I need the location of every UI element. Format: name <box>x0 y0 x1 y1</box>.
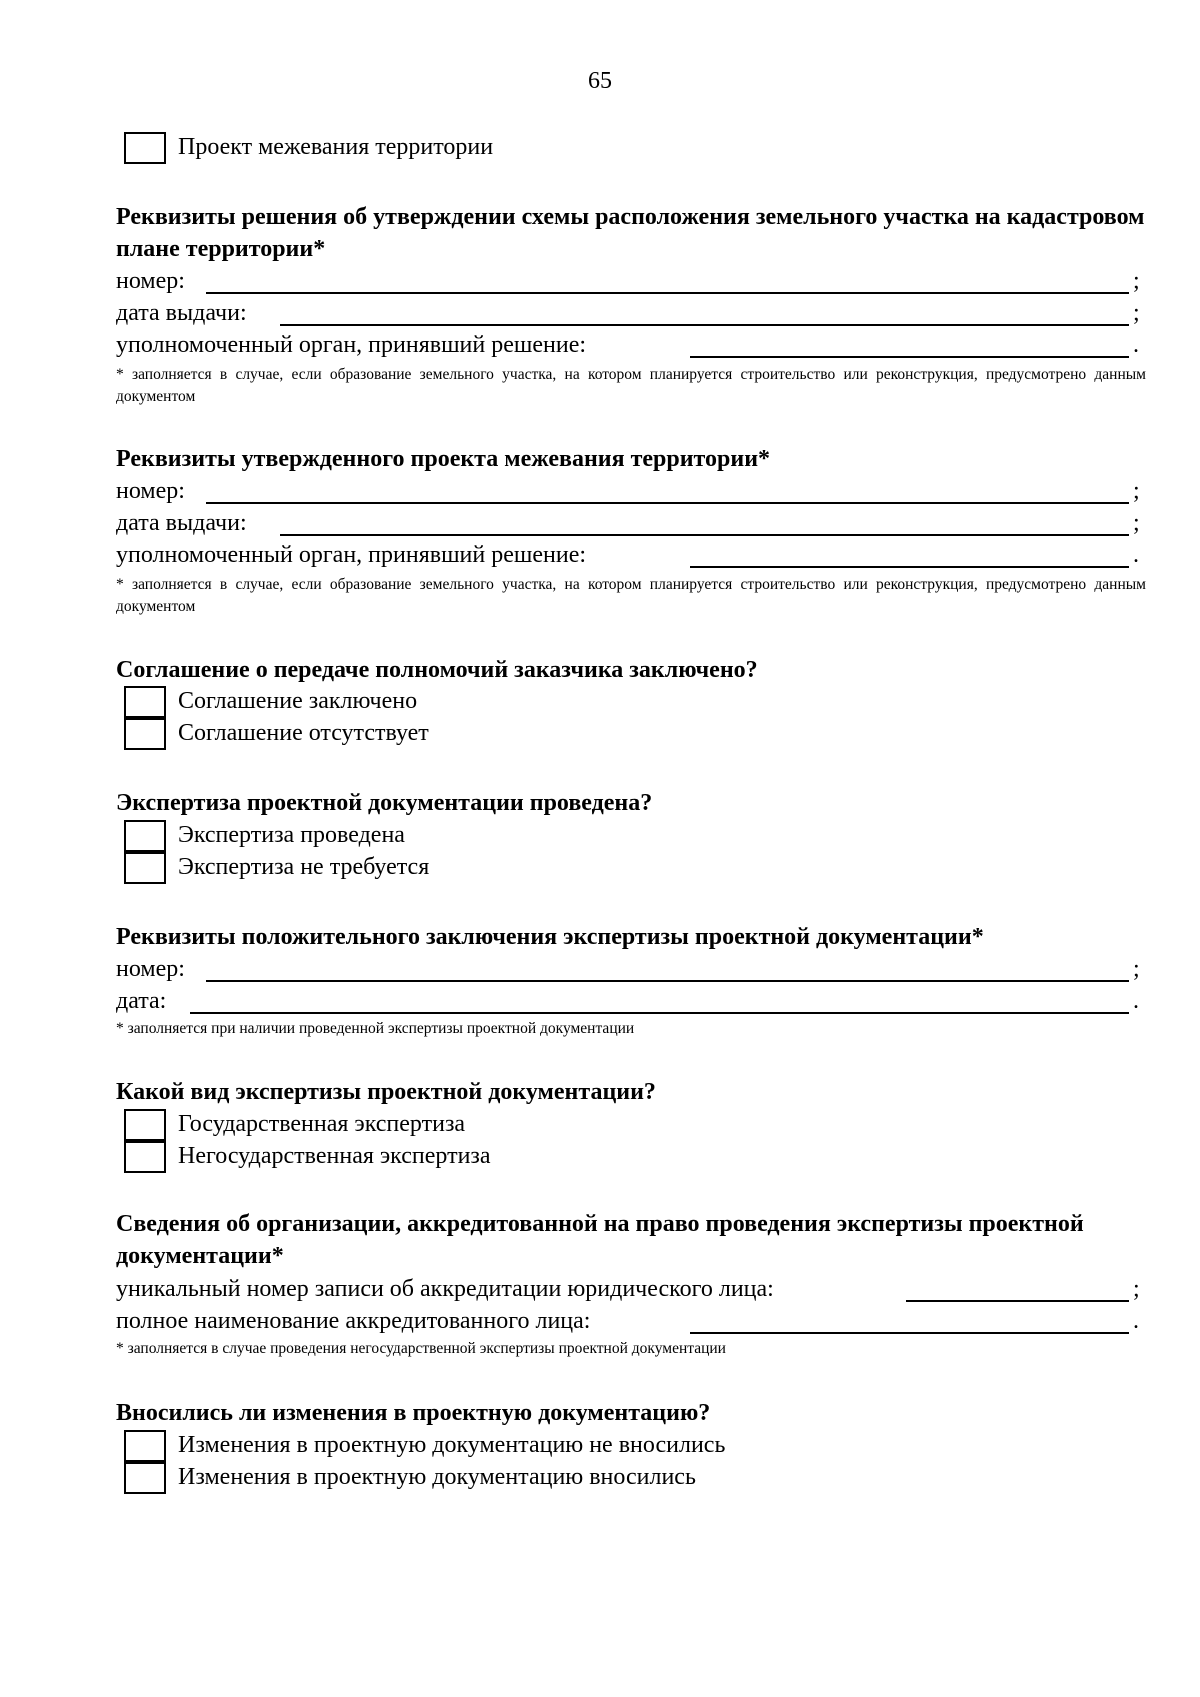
agreement-concluded-label: Соглашение заключено <box>178 688 418 714</box>
non-state-expertise-checkbox[interactable] <box>124 1141 166 1173</box>
section1-number-field[interactable] <box>206 292 1129 294</box>
section7-name-period: . <box>1133 1308 1139 1334</box>
section2-date-semicolon: ; <box>1133 510 1140 536</box>
section2-note: * заполняется в случае, если образование земельного участка, на котором планируется строительство или реконструкция, предусмотрено данным документом <box>116 576 1146 615</box>
expertise-not-required-label: Экспертиза не требуется <box>178 854 430 880</box>
section1-authority-label: уполномоченный орган, принявший решение: <box>116 332 587 358</box>
expertise-not-required-checkbox[interactable] <box>124 852 166 884</box>
section7-record-label: уникальный номер записи об аккредитации юридического лица: <box>116 1276 774 1302</box>
section7-heading: Сведения об организации, аккредитованной на право проведения экспертизы проектной документации* <box>116 1211 1084 1269</box>
section1-heading: Реквизиты решения об утверждении схемы расположения земельного участка на кадастровом плане территории* <box>116 204 1145 262</box>
section2-authority-field[interactable] <box>690 566 1129 568</box>
section1-date-semicolon: ; <box>1133 300 1140 326</box>
section1-number-label: номер: <box>116 268 185 294</box>
section1-number-semicolon: ; <box>1133 268 1140 294</box>
changes-made-label: Изменения в проектную документацию вносились <box>178 1464 696 1490</box>
section4-heading: Экспертиза проектной документации проведена? <box>116 790 653 816</box>
section8-heading: Вносились ли изменения в проектную документацию? <box>116 1400 711 1426</box>
section2-number-label: номер: <box>116 478 185 504</box>
section1-authority-period: . <box>1133 332 1139 358</box>
territory-survey-label: Проект межевания территории <box>178 134 494 160</box>
section2-number-semicolon: ; <box>1133 478 1140 504</box>
section7-note: * заполняется в случае проведения негосударственной экспертизы проектной документации <box>116 1340 726 1357</box>
section7-name-label: полное наименование аккредитованного лица: <box>116 1308 591 1334</box>
agreement-concluded-checkbox[interactable] <box>124 686 166 718</box>
section1-date-label: дата выдачи: <box>116 300 247 326</box>
state-expertise-label: Государственная экспертиза <box>178 1111 466 1137</box>
section5-date-period: . <box>1133 988 1139 1014</box>
section5-date-label: дата: <box>116 988 167 1014</box>
section2-date-label: дата выдачи: <box>116 510 247 536</box>
section5-date-field[interactable] <box>190 1012 1129 1014</box>
page-number: 65 <box>588 68 612 94</box>
section2-authority-label: уполномоченный орган, принявший решение: <box>116 542 587 568</box>
territory-survey-checkbox[interactable] <box>124 132 166 164</box>
section7-name-field[interactable] <box>690 1332 1129 1334</box>
changes-made-checkbox[interactable] <box>124 1462 166 1494</box>
section5-number-field[interactable] <box>206 980 1129 982</box>
section7-record-field[interactable] <box>906 1300 1129 1302</box>
expertise-done-checkbox[interactable] <box>124 820 166 852</box>
agreement-absent-checkbox[interactable] <box>124 718 166 750</box>
expertise-done-label: Экспертиза проведена <box>178 822 405 848</box>
agreement-absent-label: Соглашение отсутствует <box>178 720 429 746</box>
section1-authority-field[interactable] <box>690 356 1129 358</box>
section2-number-field[interactable] <box>206 502 1129 504</box>
section6-heading: Какой вид экспертизы проектной документации? <box>116 1079 656 1105</box>
section2-date-field[interactable] <box>280 534 1129 536</box>
no-changes-checkbox[interactable] <box>124 1430 166 1462</box>
section3-heading: Соглашение о передаче полномочий заказчика заключено? <box>116 657 758 683</box>
section5-number-label: номер: <box>116 956 185 982</box>
state-expertise-checkbox[interactable] <box>124 1109 166 1141</box>
section5-number-semicolon: ; <box>1133 956 1140 982</box>
non-state-expertise-label: Негосударственная экспертиза <box>178 1143 491 1169</box>
section1-note: * заполняется в случае, если образование земельного участка, на котором планируется строительство или реконструкция, предусмотрено данным документом <box>116 366 1146 405</box>
section5-note: * заполняется при наличии проведенной экспертизы проектной документации <box>116 1020 635 1037</box>
section5-heading: Реквизиты положительного заключения экспертизы проектной документации* <box>116 924 984 950</box>
section1-date-field[interactable] <box>280 324 1129 326</box>
section2-heading: Реквизиты утвержденного проекта межевания территории* <box>116 446 771 472</box>
section2-authority-period: . <box>1133 542 1139 568</box>
no-changes-label: Изменения в проектную документацию не вносились <box>178 1432 726 1458</box>
section7-record-semicolon: ; <box>1133 1276 1140 1302</box>
